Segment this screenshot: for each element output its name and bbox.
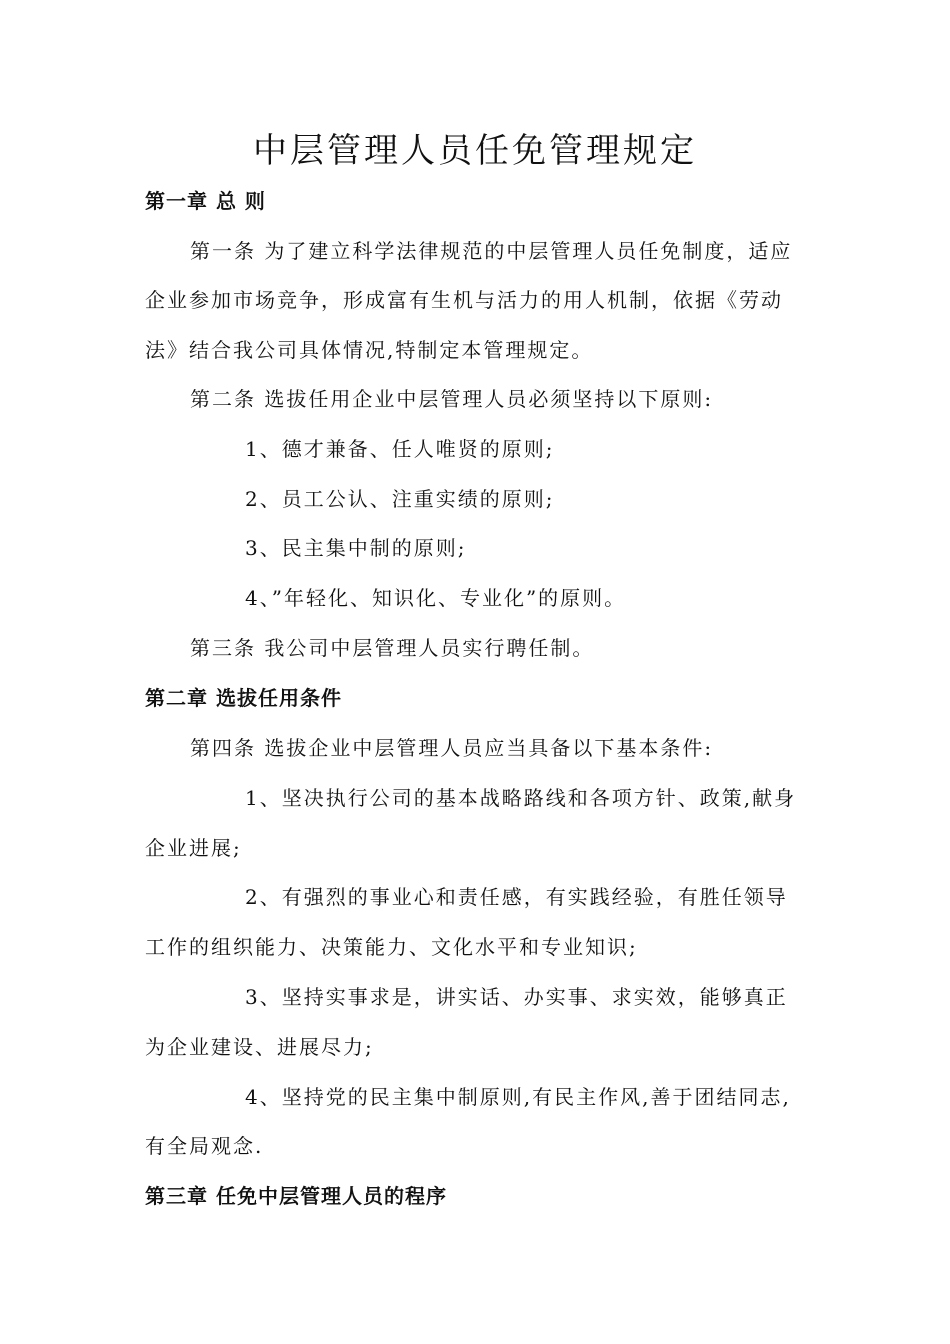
article-4-item-3-line-2: 为企业建设、进展尽力;	[145, 1035, 374, 1059]
document-title: 中层管理人员任免管理规定	[253, 131, 697, 171]
article-4-item-4-line-2: 有全局观念.	[145, 1134, 264, 1158]
article-2-item-4: 4、”年轻化、知识化、专业化”的原则。	[245, 586, 627, 610]
article-2-item-1: 1、德才兼备、任人唯贤的原则;	[245, 437, 555, 461]
article-4-item-1-line-1: 1、坚决执行公司的基本战略路线和各项方针、政策,献身	[245, 786, 797, 810]
chapter-heading-1: 第一章 总 则	[145, 189, 266, 213]
article-2-item-2: 2、员工公认、注重实绩的原则;	[245, 487, 555, 511]
article-1-line-2: 企业参加市场竞争，形成富有生机与活力的用人机制，依据《劳动	[145, 288, 783, 312]
article-4-item-2-line-2: 工作的组织能力、决策能力、文化水平和专业知识;	[145, 935, 638, 959]
article-4-item-3-line-1: 3、坚持实事求是，讲实话、办实事、求实效，能够真正	[245, 985, 788, 1009]
article-4: 第四条 选拔企业中层管理人员应当具备以下基本条件:	[190, 736, 714, 760]
article-3: 第三条 我公司中层管理人员实行聘任制。	[190, 636, 595, 660]
article-2-item-3: 3、民主集中制的原则;	[245, 536, 467, 560]
article-4-item-2-line-1: 2、有强烈的事业心和责任感，有实践经验，有胜任领导	[245, 885, 788, 909]
article-1-line-3: 法》结合我公司具体情况,特制定本管理规定。	[145, 338, 594, 362]
article-4-item-1-line-2: 企业进展;	[145, 836, 242, 860]
chapter-heading-3: 第三章 任免中层管理人员的程序	[145, 1184, 447, 1208]
chapter-heading-2: 第二章 选拔任用条件	[145, 686, 342, 710]
article-2: 第二条 选拔任用企业中层管理人员必须坚持以下原则:	[190, 387, 714, 411]
article-4-item-4-line-1: 4、坚持党的民主集中制原则,有民主作风,善于团结同志,	[245, 1085, 791, 1109]
article-1-line-1: 第一条 为了建立科学法律规范的中层管理人员任免制度，适应	[190, 239, 793, 263]
